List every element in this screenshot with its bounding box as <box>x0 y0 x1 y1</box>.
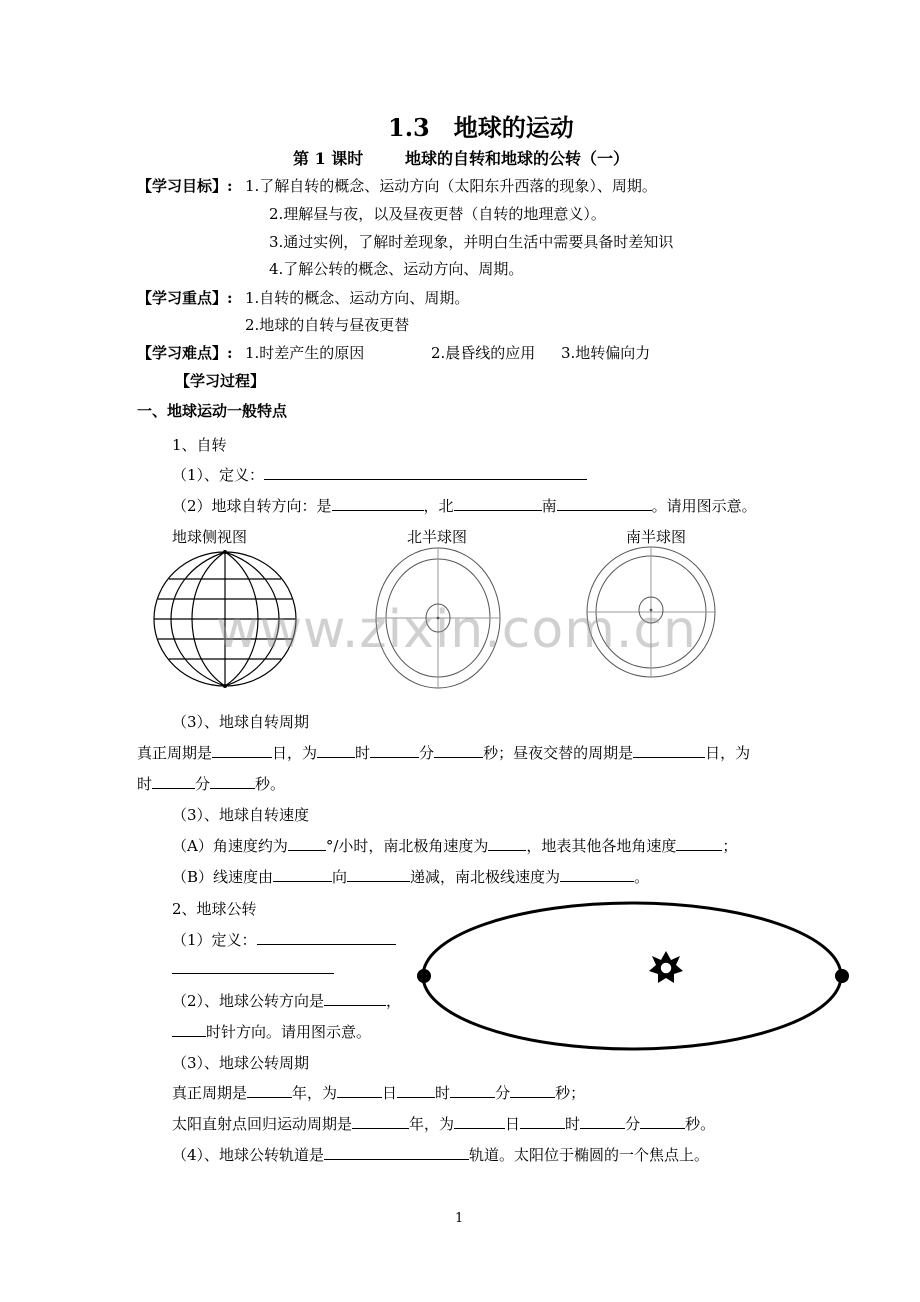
difficulty-item: 1.时差产生的原因 <box>245 344 365 362</box>
fill-blank[interactable] <box>324 1144 469 1160</box>
period-text: 秒； <box>555 1084 586 1102</box>
period-text: 真正周期是 <box>172 1084 248 1102</box>
fill-blank[interactable] <box>633 742 705 758</box>
fill-blank[interactable] <box>264 464 587 480</box>
revolution-period-true <box>172 1082 585 1103</box>
fill-blank[interactable] <box>370 742 419 758</box>
fill-blank[interactable] <box>210 773 255 789</box>
period-text: 时 <box>137 775 153 793</box>
period-text: 秒。 <box>685 1115 716 1133</box>
rotation-direction <box>172 495 757 516</box>
fill-blank[interactable] <box>488 835 526 851</box>
fill-blank[interactable] <box>347 866 410 882</box>
period-text: 时 <box>355 744 371 762</box>
period-text: 年，为 <box>409 1115 455 1133</box>
key-point-item: 2.地球的自转与昼夜更替 <box>245 316 410 334</box>
objective-item: 3.通过实例，了解时差现象，并明白生活中需要具备时差知识 <box>269 233 674 251</box>
speed-text: ，地表其他各地角速度 <box>526 837 677 855</box>
fill-blank[interactable] <box>450 1082 495 1098</box>
fill-blank[interactable] <box>454 495 542 511</box>
fill-blank[interactable] <box>352 1113 409 1129</box>
fill-blank[interactable] <box>212 742 272 758</box>
earth-right-icon <box>835 969 849 983</box>
fill-blank[interactable] <box>676 835 722 851</box>
revolution-heading: 2、地球公转 <box>172 900 257 918</box>
period-text: 年，为 <box>292 1084 338 1102</box>
fill-blank[interactable] <box>273 866 332 882</box>
period-text: 分 <box>419 744 435 762</box>
period-text: 秒；昼夜交替的周期是 <box>483 744 634 762</box>
revolution-direction <box>172 990 401 1011</box>
fill-blank[interactable] <box>257 929 396 945</box>
rotation-period-line1 <box>137 742 750 763</box>
fill-blank[interactable] <box>337 1082 382 1098</box>
direction-prefix: （2）地球自转方向：是 <box>172 497 332 515</box>
orbit-diagram[interactable] <box>410 902 855 1057</box>
fill-blank[interactable] <box>152 773 195 789</box>
difficulty-item: 3.地转偏向力 <box>561 344 651 362</box>
revolution-definition-label: （1）定义： <box>172 931 257 949</box>
objective-item: 4.了解公转的概念、运动方向、周期。 <box>269 260 524 278</box>
fill-blank[interactable] <box>520 1113 565 1129</box>
fill-blank[interactable] <box>434 742 483 758</box>
revolution-definition <box>172 929 396 950</box>
speed-text: ； <box>722 837 738 855</box>
speed-text: （B）线速度由 <box>172 868 274 886</box>
linear-speed-line <box>172 866 649 887</box>
fill-blank[interactable] <box>324 990 386 1006</box>
fill-blank[interactable] <box>557 495 652 511</box>
rotation-period-line2 <box>137 773 285 794</box>
fill-blank[interactable] <box>317 742 355 758</box>
fill-blank[interactable] <box>332 495 424 511</box>
rotation-definition-label: （1）、定义： <box>172 466 265 484</box>
direction-south: 南 <box>541 497 557 515</box>
page-title: 1.3 地球的运动 <box>388 113 574 142</box>
revolution-direction-label: （2）、地球公转方向是 <box>172 992 325 1010</box>
fill-blank[interactable] <box>640 1113 685 1129</box>
speed-text: 。 <box>634 868 650 886</box>
fill-blank[interactable] <box>172 958 334 974</box>
diagram-label-side: 地球侧视图 <box>172 528 248 546</box>
objective-item: 1.了解自转的概念、运动方向（太阳东升西落的现象）、周期。 <box>245 177 657 195</box>
revolution-period-heading: （3）、地球公转周期 <box>172 1054 310 1072</box>
fill-blank[interactable] <box>510 1082 555 1098</box>
fill-blank[interactable] <box>580 1113 625 1129</box>
objectives-label: 【学习目标】: <box>137 177 233 195</box>
direction-north: ，北 <box>423 497 454 515</box>
revolution-period-solar <box>172 1113 715 1134</box>
fill-blank[interactable] <box>172 1021 206 1037</box>
period-text: 日，为 <box>705 744 751 762</box>
watermark: www.zixin.com.cn <box>216 600 697 660</box>
period-text: 日 <box>382 1084 398 1102</box>
fill-blank[interactable] <box>288 835 326 851</box>
difficulty-item: 2.晨昏线的应用 <box>431 344 536 362</box>
orbit-text: （4）、地球公转轨道是 <box>172 1146 325 1164</box>
key-point-item: 1.自转的概念、运动方向、周期。 <box>245 289 470 307</box>
diagram-label-north: 北半球图 <box>407 528 468 546</box>
section-heading: 一、地球运动一般特点 <box>137 402 288 420</box>
period-text: 时 <box>435 1084 451 1102</box>
rotation-speed-heading: （3）、地球自转速度 <box>172 806 310 824</box>
period-text: 分 <box>495 1084 511 1102</box>
angular-speed-line <box>172 835 737 856</box>
sun-icon <box>649 951 683 983</box>
rotation-period-heading: （3）、地球自转周期 <box>172 713 310 731</box>
fill-blank[interactable] <box>454 1113 505 1129</box>
orbit-text: 轨道。太阳位于椭圆的一个焦点上。 <box>469 1146 710 1164</box>
direction-suffix: 。请用图示意。 <box>651 497 757 515</box>
speed-text: 递减，南北极线速度为 <box>410 868 561 886</box>
revolution-orbit-line <box>172 1144 709 1165</box>
fill-blank[interactable] <box>397 1082 435 1098</box>
rotation-definition <box>172 464 587 485</box>
speed-text: （A）角速度约为 <box>172 837 288 855</box>
lesson-number: 第 1 课时 <box>293 149 364 168</box>
period-text: 日，为 <box>272 744 318 762</box>
process-label: 【学习过程】 <box>175 372 266 390</box>
speed-text: °/小时，南北极角速度为 <box>325 837 489 855</box>
rotation-heading: 1、自转 <box>172 436 227 454</box>
key-points-label: 【学习重点】: <box>137 289 233 307</box>
revolution-direction-suffix: 时针方向。请用图示意。 <box>206 1023 372 1041</box>
difficulties-label: 【学习难点】: <box>137 344 233 362</box>
period-text: 真正周期是 <box>137 744 213 762</box>
period-text: 分 <box>195 775 211 793</box>
period-text: 秒。 <box>255 775 286 793</box>
earth-left-icon <box>417 969 431 983</box>
objective-item: 2.理解昼与夜，以及昼夜更替（自转的地理意义）。 <box>269 205 606 223</box>
period-text: 时 <box>565 1115 581 1133</box>
period-text: 太阳直射点回归运动周期是 <box>172 1115 353 1133</box>
period-text: 分 <box>625 1115 641 1133</box>
fill-blank[interactable] <box>247 1082 292 1098</box>
speed-text: 向 <box>332 868 348 886</box>
diagram-label-south: 南半球图 <box>626 528 687 546</box>
fill-blank[interactable] <box>560 866 634 882</box>
revolution-direction-comma: ， <box>386 992 402 1010</box>
revolution-direction-line2 <box>172 1021 371 1042</box>
page-number: 1 <box>455 1211 464 1226</box>
period-text: 日 <box>505 1115 521 1133</box>
lesson-name: 地球的自转和地球的公转（一） <box>405 149 630 168</box>
